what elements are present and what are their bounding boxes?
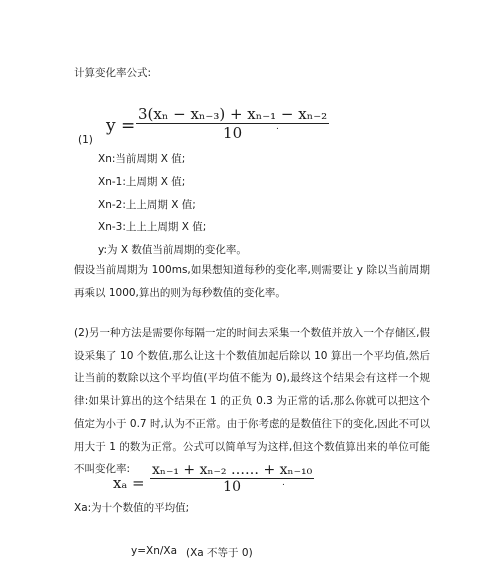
definition-xn-1: Xn-1:上周期 X 值;	[98, 176, 186, 188]
formula2-fraction	[150, 462, 314, 495]
formula2-numerator: xₙ₋₁ + xₙ₋₂ …… + xₙ₋₁₀	[152, 462, 313, 478]
formula1-fraction	[136, 105, 329, 142]
formula1-numerator: 3(xₙ − xₙ₋₃) + xₙ₋₁ − xₙ₋₂	[138, 105, 328, 123]
formula2-lhs: xₐ =	[113, 474, 145, 492]
xa-definition: Xa:为十个数值的平均值;	[74, 502, 190, 514]
final-formula-note: (Xa 不等于 0)	[186, 547, 253, 559]
formula1-trailing-mark: .	[276, 122, 279, 132]
formula1-label: (1)	[78, 134, 93, 146]
definition-xn-3: Xn-3:上上上周期 X 值;	[98, 221, 207, 233]
definition-xn-2: Xn-2:上上周期 X 值;	[98, 199, 196, 211]
formula2-trailing-mark: .	[282, 478, 285, 488]
formula1-denominator: 10	[223, 124, 243, 142]
paragraph-method-two: (2)另一种方法是需要你每隔一定的时间去采集一个数值并放入一个存储区,假设采集了 10 个数值,那么让这十个数值加起后除以 10 算出一个平均值,然后让当前的数除以这个平均值(平均值不能为 0),最终这个结果会有这样一个规律:如果计算出的这个结果在 1 的正负 0.3 为正常的话,那么你就可以把这个值定为小于 0.7 时,认为不正常。由于你考虑的是数值往下的变化,因此不可以用大于 1 的数为正常。公式可以简单写为这样,但这个数值算出来的单位可能不叫变化率:	[74, 327, 430, 476]
heading: 计算变化率公式:	[74, 67, 152, 79]
definition-xn: Xn:当前周期 X 值;	[98, 153, 186, 165]
paragraph-rate-per-second: 假设当前周期为 100ms,如果想知道每秒的变化率,则需要让 y 除以当前周期再乘以 1000,算出的则为每秒数值的变化率。	[74, 264, 430, 299]
formula2-denominator: 10	[223, 479, 241, 495]
formula1-lhs: y =	[106, 116, 136, 136]
definition-y: y:为 X 数值当前周期的变化率。	[98, 244, 247, 256]
final-formula: y=Xn/Xa	[131, 545, 178, 557]
